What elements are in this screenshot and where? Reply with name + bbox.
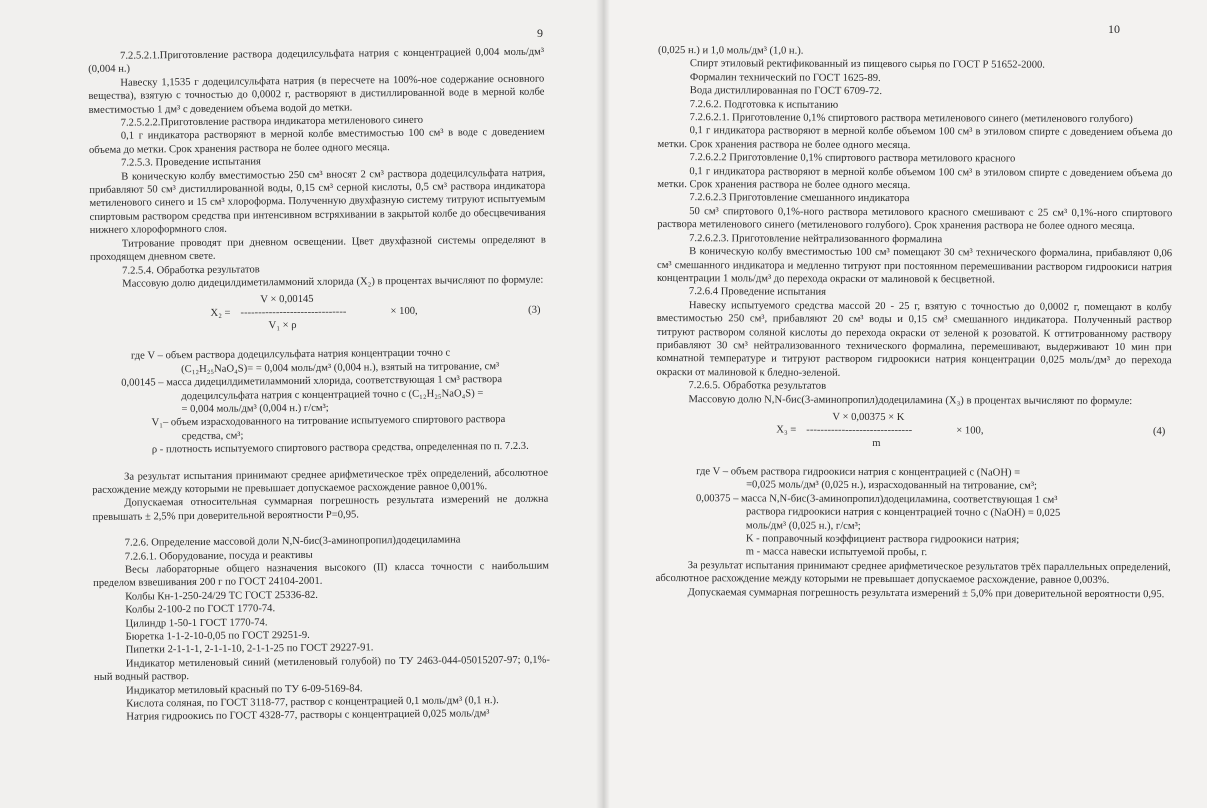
where-line: 0,00375 – масса N,N-бис(3-аминопропил)додециламина, соответствующая 1 см³ (695, 492, 1058, 506)
section-heading: 7.2.6.2.3 Приготовление смешанного индикатора (689, 192, 910, 205)
list-item: Индикатор метиленовый синий (метиленовый голубой) по ТУ 2463-044-05015207-97; 0,1%-ный водный раствор. (93, 654, 550, 684)
list-item: Колбы 2-100-2 по ГОСТ 1770-74. (125, 603, 276, 616)
paragraph: Массовую долю N,N-бис(3-аминопропил)додециламина (X₃) в процентах вычисляют по формуле: (688, 393, 1133, 407)
where-line: где V – объем раствора гидроокиси натрия с концентрацией с (NaOH) = (696, 466, 1021, 479)
section-heading: 7.2.6.1. Оборудование, посуда и реактивы (124, 549, 313, 563)
paragraph: Допускаемая суммарная погрешность результата измерений ± 5,0% при доверительной вероятности 0,95. (687, 586, 1165, 600)
page-body (88, 46, 550, 725)
formula-number: (4) (1152, 426, 1166, 438)
page-number: 10 (1108, 22, 1120, 36)
list-item: Цилиндр 1-50-1 ГОСТ 1770-74. (125, 616, 268, 630)
list-item: Бюретка 1-1-2-10-0,05 по ГОСТ 29251-9. (125, 629, 310, 643)
formula-lhs: X₂ = (210, 307, 231, 320)
formula-fraction-line: ------------------------------ (806, 424, 913, 437)
section-heading: 7.2.5.3. Проведение испытания (121, 156, 261, 169)
paragraph: 0,1 г индикатора растворяют в мерной колбе объемом 100 см³ в этиловом спирте с доведением объема до метки. Срок хранения раствора не более одного месяца. (657, 165, 1173, 192)
where-line: моль/дм³ (0,025 н.), г/см³; (745, 519, 861, 532)
formula-denominator: V₁ × ρ (268, 320, 297, 332)
paragraph: За результат испытания принимают среднее арифметическое трёх определений, абсолютное расхождение между которыми не превышает допускаемое расхождение равное 0,001%. (92, 467, 549, 496)
book-gutter (596, 0, 610, 808)
formula-rhs: × 100, (390, 306, 418, 318)
section-heading: 7.2.5.2.2.Приготовление раствора индикатора метиленового синего (120, 114, 424, 129)
section-heading: 7.2.6.5. Обработка результатов (688, 380, 827, 392)
section-heading: 7.2.6. Определение массовой доли N,N-бис(3-аминопропил)додециламина (124, 534, 461, 549)
paragraph: 0,1 г индикатора растворяют в мерной колбе вместимостью 100 см³ в воде с доведением объема до метки. Срок хранения раствора не более одного месяца. (88, 127, 545, 156)
paragraph: Допускаемая относительная суммарная погрешность результата измерений не должна превышать ± 2,5% при доверительной вероятности Р=0,95. (92, 493, 549, 523)
where-line: m - масса навески испытуемой пробы, г. (745, 546, 928, 559)
paragraph: Титрование проводят при дневном освещении. Цвет двухфазной системы определяют в проходящем дневном свете. (89, 234, 546, 264)
list-item: Натрия гидроокись по ГОСТ 4328-77, растворы с концентрацией 0,025 моль/дм³ (126, 708, 490, 724)
list-item: Колбы Кн-1-250-24/29 ТС ГОСТ 25336-82. (125, 589, 318, 603)
formula-number: (3) (528, 304, 541, 317)
paragraph: За результат испытания принимают среднее арифметическое результатов трёх параллельных определений, абсолютное расхождение между которыми не превышает допускаемое расхождение, равное 0,003%. (655, 559, 1171, 587)
list-item: Вода дистиллированная по ГОСТ 6709-72. (689, 85, 883, 98)
section-heading: 7.2.5.2.1.Приготовление раствора додецилсульфата натрия с концентрацией 0,004 моль/дм³ (0,004 н.) (88, 46, 545, 76)
formula-3 (90, 287, 546, 337)
list-item: (0,025 н.) и 1,0 моль/дм³ (1,0 н.). (657, 44, 804, 57)
paragraph: 0,1 г индикатора растворяют в мерной колбе объемом 100 см³ в этиловом спирте с доведением объема до метки. Срок хранения раствора не более одного месяца. (657, 125, 1173, 151)
formula-numerator: V × 0,00375 × K (832, 411, 905, 424)
where-line: =0,025 моль/дм³ (0,025 н.), израсходованный на титрование, см³; (746, 479, 1037, 493)
where-line: додецилсульфата натрия с концентрацией точно с (C₁₂H₂₅NaO₄S) = (181, 387, 484, 402)
paragraph: 50 см³ спиртового 0,1%-ного раствора метилового красного смешивают с 25 см³ 0,1%-ного спиртового раствора метиленового синего (метиленового голубого). Срок хранения раствора не более одного месяца. (657, 206, 1173, 233)
list-item: Пипетки 2-1-1-1, 2-1-1-10, 2-1-1-25 по ГОСТ 29227-91. (125, 642, 374, 657)
formula-denominator: m (872, 437, 881, 449)
left-page (0, 0, 603, 808)
paragraph: Навеску 1,1535 г додецилсульфата натрия (в пересчете на 100%-ное содержание основного вещества), взятую с точностью до 0,0002 г, растворяют в дистиллированной воде в мерной колбе вместимостью 1 дм³ с доведением объема водой до метки. (88, 73, 545, 116)
where-line: где V – объем раствора додецилсульфата натрия концентрации точно с (130, 347, 451, 362)
where-line: = 0,004 моль/дм³ (0,004 н.) г/см³; (181, 402, 329, 416)
where-line: 0,00145 – масса дидецилдиметиламмоний хлорида, соответствующая 1 см³ раствора (121, 374, 503, 389)
page-number: 9 (537, 26, 543, 40)
where-line: ρ - плотность испытуемого спиртового раствора средства, определенная по п. 7.2.3. (151, 440, 529, 456)
section-heading: 7.2.6.4 Проведение испытания (688, 286, 827, 299)
paragraph: Навеску испытуемого средства массой 20 - 25 г, взятую с точностью до 0,0002 г, помещают в колбу вместимостью 250 см³, прибавляют 20 см³ воды и 0,15 см³ смешанного индикатора. Полученный раствор титруют раствором соляной кислоты до перехода окраски от зеленой к розоватой. К оттитрованному раствору прибавляют 30 см³ нейтрализованного технического формалина, перемешивают, выдерживают 10 мин при комнатной температуре и титруют раствором гидроокиси натрия концентрации 0,025 моль/дм³ до перехода окраски от малиновой к бледно-зеленой. (656, 299, 1172, 379)
where-line: V₁– объем израсходованного на титрование испытуемого спиртового раствора (151, 414, 506, 429)
formula-lhs: X₃ = (776, 424, 797, 436)
section-heading: 7.2.5.4. Обработка результатов (122, 263, 260, 277)
list-item: Кислота соляная, по ГОСТ 3118-77, раствор с концентрацией 0,1 моль/дм³ (0,1 н.). (126, 695, 499, 710)
right-page (603, 0, 1207, 808)
section-heading: 7.2.6.2.2 Приготовление 0,1% спиртового раствора метилового красного (689, 152, 1016, 165)
formula-numerator: V × 0,00145 (260, 294, 314, 306)
section-heading: 7.2.6.2. Подготовка к испытанию (689, 98, 839, 111)
formula-4 (656, 406, 1171, 454)
formula-rhs: × 100, (956, 425, 984, 437)
paragraph: В коническую колбу вместимостью 100 см³ помещают 30 см³ технического формалина, прибавляют 0,06 см³ смешанного индикатора и медленно титруют при постоянном перемешивании раствором гидроокиси натрия концентрации 1 моль/дм³ до перехода окраски от малиновой к бесцветной. (656, 246, 1173, 286)
where-line: K - поправочный коэффициент раствора гидроокиси натрия; (745, 533, 1020, 546)
page-body (656, 44, 1173, 601)
section-heading: 7.2.6.2.1. Приготовление 0,1% спиртового раствора метиленового синего (метиленового голубого) (689, 112, 1133, 126)
list-item: Формалин технический по ГОСТ 1625-89. (689, 71, 881, 84)
section-heading: 7.2.6.2.3. Приготовление нейтрализованного формалина (689, 232, 943, 245)
where-line: средства, см³; (181, 430, 244, 442)
where-line: (C₁₂H₂₅NaO₄S)= = 0,004 моль/дм³ (0,004 н.), взятый на титрование, см³ (181, 360, 500, 375)
paragraph: Весы лабораторные общего назначения высокого (II) класса точности с наибольшим пределом взвешивания 200 г по ГОСТ 24104-2001. (93, 560, 550, 590)
paragraph: Массовую долю дидецилдиметиламмоний хлорида (X₂) в процентах вычисляют по формуле: (122, 274, 544, 290)
paragraph: В коническую колбу вместимостью 250 см³ вносят 2 см³ раствора додецилсульфата натрия, прибавляют 50 см³ дистиллированной воды, 0,15 см³ серной кислоты, 0,5 см³ раствора индикатора метиленового синего и 15 см³ хлороформа. Полученную двухфазную систему титруют испытуемым спиртовым раствором средства при интенсивном встряхивании в закрытой колбе до обесцвечивания нижнего хлороформного слоя. (89, 167, 546, 237)
list-item: Индикатор метиловый красный по ТУ 6-09-5169-84. (126, 683, 363, 697)
list-item: Спирт этиловый ректификованный из пищевого сырья по ГОСТ Р 51652-2000. (689, 58, 1045, 72)
formula-fraction-line: ------------------------------ (240, 306, 347, 319)
where-line: раствора гидроокиси натрия с концентрацией точно с (NaOH) = 0,025 (745, 506, 1061, 519)
